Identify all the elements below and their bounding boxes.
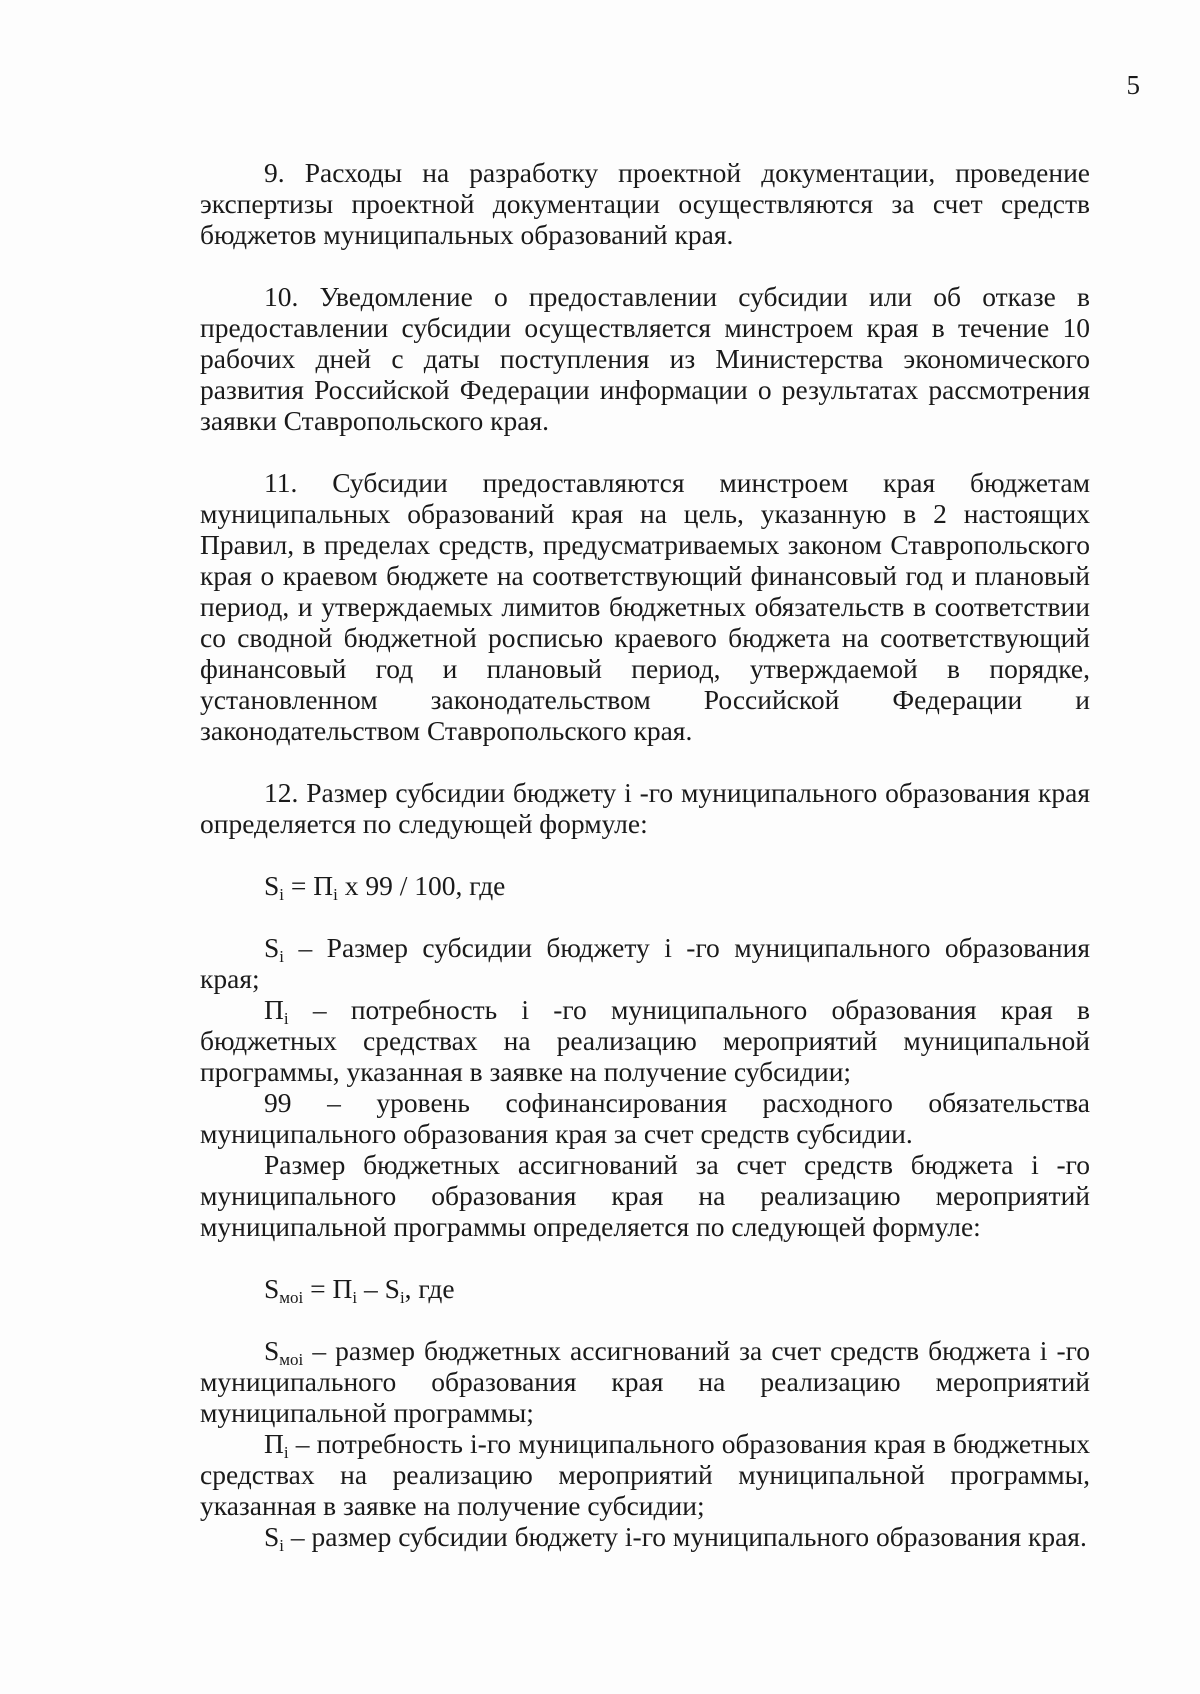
definition-si-2: $S_i$ – размер субсидии бюджету i-го муниципального образования края. [264, 1521, 1087, 1555]
paragraph-assignments: Размер бюджетных ассигнований за счет средств бюджета i -го муниципального образования края на реализацию мероприятий муниципальной программы определяется по следующей формуле: [200, 1149, 1090, 1242]
paragraph-10: 10. Уведомление о предоставлении субсидии или об отказе в предоставлении субсидии осуществляется минстроем края в течение 10 рабочих дней с даты поступления из Министерства экономического развития Российской Федерации информации о результатах рассмотрения заявки Ставропольского края. [200, 281, 1090, 436]
paragraph-12: 12. Размер субсидии бюджету i -го муниципального образования края определяется по следующей формуле: [200, 777, 1090, 839]
definition-si: $S_i$ – Размер субсидии бюджету i -го муниципального образования края; [200, 932, 1090, 994]
document-body [200, 157, 1090, 1555]
definition-pi: $П_i$ – потребность i -го муниципального образования края в бюджетных средствах на реализацию мероприятий муниципальной программы, указанная в заявке на получение субсидии; [200, 994, 1090, 1087]
page-number: 5 [1126, 70, 1140, 100]
paragraph-11: 11. Субсидии предоставляются минстроем края бюджетам муниципальных образований края на цель, указанную в 2 настоящих Правил, в пределах средств, предусматриваемых законом Ставропольского края о краевом бюджете на соответствующий финансовый год и плановый период, и утверждаемых лимитов бюджетных обязательств в соответствии со сводной бюджетной росписью краевого бюджета на соответствующий финансовый год и плановый период, утверждаемой в порядке, установленном законодательством Российской Федерации и законодательством Ставропольского края. [200, 467, 1090, 746]
formula-subsidy: $S_i = П_i$ х 99 / 100, где [264, 870, 506, 904]
definition-pi-2: $П_i$ – потребность i-го муниципального образования края в бюджетных средствах на реализацию мероприятий муниципальной программы, указанная в заявке на получение субсидии; [200, 1428, 1090, 1521]
definition-99: 99 – уровень софинансирования расходного обязательства муниципального образования края за счет средств субсидии. [200, 1087, 1090, 1149]
definition-smoi: $S_{мoi}$ – размер бюджетных ассигнований за счет средств бюджета i -го муниципального образования края на реализацию мероприятий муниципальной программы; [200, 1335, 1090, 1428]
formula-assignments: $S_{мoi} = П_i - S_i$, где [264, 1273, 455, 1307]
paragraph-9: 9. Расходы на разработку проектной документации, проведение экспертизы проектной документации осуществляются за счет средств бюджетов муниципальных образований края. [200, 157, 1090, 250]
